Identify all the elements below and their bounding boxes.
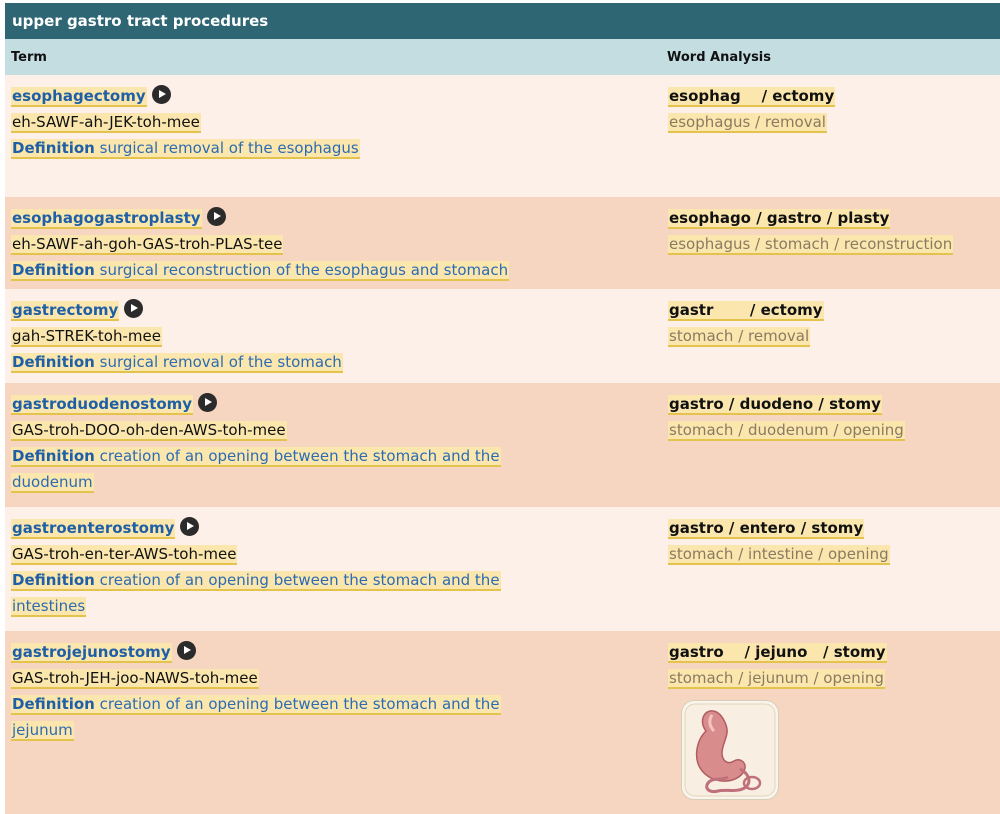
definition-label: Definition xyxy=(12,139,95,157)
definition xyxy=(11,353,343,373)
term-cell xyxy=(11,205,651,283)
term-link[interactable]: esophagectomy xyxy=(12,87,146,105)
word-analysis-cell xyxy=(668,205,998,257)
header-word-analysis: Word Analysis xyxy=(667,49,771,65)
stomach-illustration[interactable] xyxy=(682,701,778,799)
definition xyxy=(11,571,501,591)
pronunciation: gah-STREK-toh-mee xyxy=(12,327,161,345)
definition-text: surgical reconstruction of the esophagus and stomach xyxy=(94,261,509,279)
term-cell xyxy=(11,391,651,495)
word-analysis-cell xyxy=(668,515,998,567)
term-link[interactable]: gastrojejunostomy xyxy=(12,643,171,661)
word-parts: gastro / jejuno / stomy xyxy=(669,643,886,661)
word-analysis-cell xyxy=(668,391,998,443)
definition xyxy=(11,139,360,159)
definition-label: Definition xyxy=(12,695,95,713)
procedures-table xyxy=(5,3,1000,814)
word-parts: gastro / entero / stomy xyxy=(669,519,864,537)
pronunciation: GAS-troh-en-ter-AWS-toh-mee xyxy=(12,545,237,563)
word-parts: esophag / ectomy xyxy=(669,87,835,105)
definition-text: creation of an opening between the stomach and the xyxy=(94,695,500,713)
word-meanings: stomach / duodenum / opening xyxy=(669,421,904,439)
word-analysis-cell xyxy=(668,297,998,349)
word-parts: gastro / duodeno / stomy xyxy=(669,395,881,413)
definition-continued: duodenum xyxy=(12,473,93,491)
term-link[interactable]: gastroenterostomy xyxy=(12,519,175,537)
play-audio-icon[interactable] xyxy=(152,85,171,104)
definition-text: surgical removal of the esophagus xyxy=(94,139,359,157)
definition-label: Definition xyxy=(12,571,95,589)
definition-text: surgical removal of the stomach xyxy=(94,353,342,371)
play-audio-icon[interactable] xyxy=(177,641,196,660)
play-audio-icon[interactable] xyxy=(124,299,143,318)
table-row xyxy=(5,507,1000,631)
term-cell xyxy=(11,297,651,375)
table-row xyxy=(5,75,1000,197)
pronunciation: eh-SAWF-ah-JEK-toh-mee xyxy=(12,113,200,131)
header-term: Term xyxy=(11,49,47,65)
definition-continued: intestines xyxy=(12,597,86,615)
play-audio-icon[interactable] xyxy=(180,517,199,536)
pronunciation: GAS-troh-DOO-oh-den-AWS-toh-mee xyxy=(12,421,286,439)
word-meanings: stomach / removal xyxy=(669,327,810,345)
table-header xyxy=(5,39,1000,75)
term-link[interactable]: esophagogastroplasty xyxy=(12,209,201,227)
word-parts: gastr / ectomy xyxy=(669,301,823,319)
definition xyxy=(11,261,509,281)
term-cell xyxy=(11,83,651,161)
table-row xyxy=(5,383,1000,507)
word-meanings: esophagus / stomach / reconstruction xyxy=(669,235,953,253)
word-meanings: stomach / jejunum / opening xyxy=(669,669,884,687)
word-meanings: stomach / intestine / opening xyxy=(669,545,889,563)
definition xyxy=(11,695,501,715)
word-analysis-cell xyxy=(668,639,998,691)
definition-text: creation of an opening between the stomach and the xyxy=(94,447,500,465)
definition xyxy=(11,447,501,467)
stomach-icon xyxy=(682,701,778,799)
definition-text: creation of an opening between the stomach and the xyxy=(94,571,500,589)
play-audio-icon[interactable] xyxy=(198,393,217,412)
play-audio-icon[interactable] xyxy=(207,207,226,226)
definition-label: Definition xyxy=(12,447,95,465)
table-row xyxy=(5,631,1000,814)
table-row xyxy=(5,289,1000,383)
word-analysis-cell xyxy=(668,83,998,135)
definition-continued: jejunum xyxy=(12,721,73,739)
pronunciation: GAS-troh-JEH-joo-NAWS-toh-mee xyxy=(12,669,258,687)
definition-label: Definition xyxy=(12,353,95,371)
term-cell xyxy=(11,515,651,619)
term-link[interactable]: gastroduodenostomy xyxy=(12,395,193,413)
pronunciation: eh-SAWF-ah-goh-GAS-troh-PLAS-tee xyxy=(12,235,283,253)
table-title: upper gastro tract procedures xyxy=(5,3,1000,39)
definition-label: Definition xyxy=(12,261,95,279)
word-meanings: esophagus / removal xyxy=(669,113,826,131)
term-link[interactable]: gastrectomy xyxy=(12,301,119,319)
table-row xyxy=(5,197,1000,289)
term-cell xyxy=(11,639,651,743)
word-parts: esophago / gastro / plasty xyxy=(669,209,890,227)
